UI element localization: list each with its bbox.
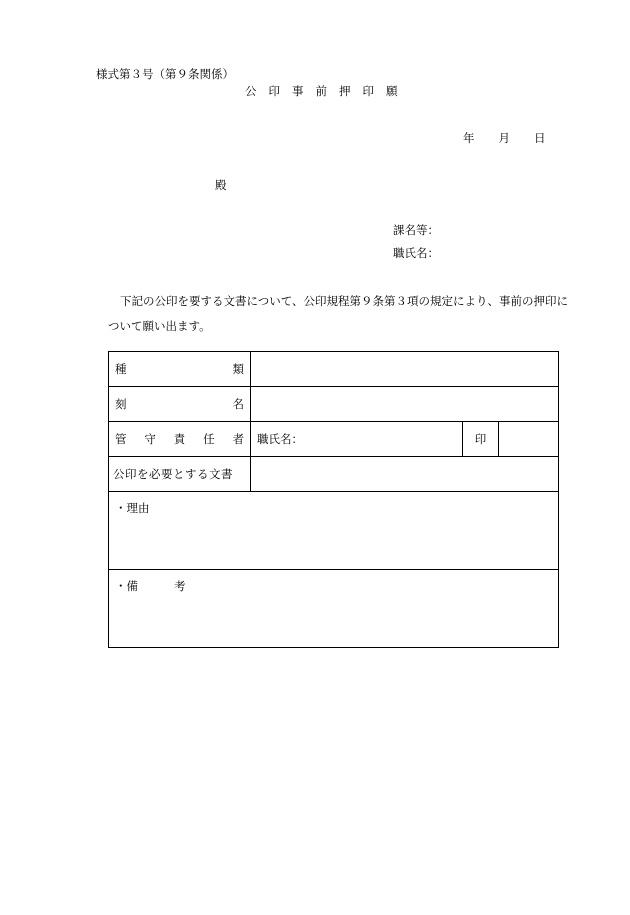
applicant-name-label: 職氏名： xyxy=(393,246,439,260)
row-reason xyxy=(109,492,559,570)
department-label: 課名等： xyxy=(393,223,439,237)
custodian-name-cell[interactable]: 職氏名： xyxy=(251,422,463,457)
type-value-cell[interactable] xyxy=(251,352,559,387)
document-label-cell: 公印を必要とする文書 xyxy=(109,457,251,492)
addressee-honorific: 殿 xyxy=(215,178,227,192)
row-engraving xyxy=(109,387,559,422)
seal-value-cell[interactable] xyxy=(499,422,559,457)
request-body-text: 下記の公印を要する文書について、公印規程第９条第３項の規定により、事前の押印について願い出ます。 xyxy=(108,294,569,333)
date-month: 月 xyxy=(498,131,510,145)
date-line xyxy=(463,130,546,146)
remarks-cell[interactable] xyxy=(109,570,559,648)
date-year: 年 xyxy=(463,131,475,145)
seal-label-cell: 印 xyxy=(463,422,499,457)
row-document xyxy=(109,457,559,492)
row-remarks xyxy=(109,570,559,648)
form-title: 公印事前押印願 xyxy=(245,84,410,98)
custodian-label-cell: 管 守 責 任 者 xyxy=(109,422,251,457)
form-number: 様式第３号（第９条関係） xyxy=(96,67,234,81)
request-table xyxy=(108,351,559,648)
engraving-label-cell: 刻 名 xyxy=(109,387,251,422)
document-value-cell[interactable] xyxy=(251,457,559,492)
engraving-value-cell[interactable] xyxy=(251,387,559,422)
remarks-label-part2: 考 xyxy=(174,579,186,593)
reason-cell[interactable] xyxy=(109,492,559,570)
remarks-label-part1: ・備 xyxy=(115,579,138,593)
type-label-cell: 種 類 xyxy=(109,352,251,387)
reason-label: ・理由 xyxy=(115,501,150,515)
date-day: 日 xyxy=(534,131,546,145)
row-custodian xyxy=(109,422,559,457)
row-type xyxy=(109,352,559,387)
